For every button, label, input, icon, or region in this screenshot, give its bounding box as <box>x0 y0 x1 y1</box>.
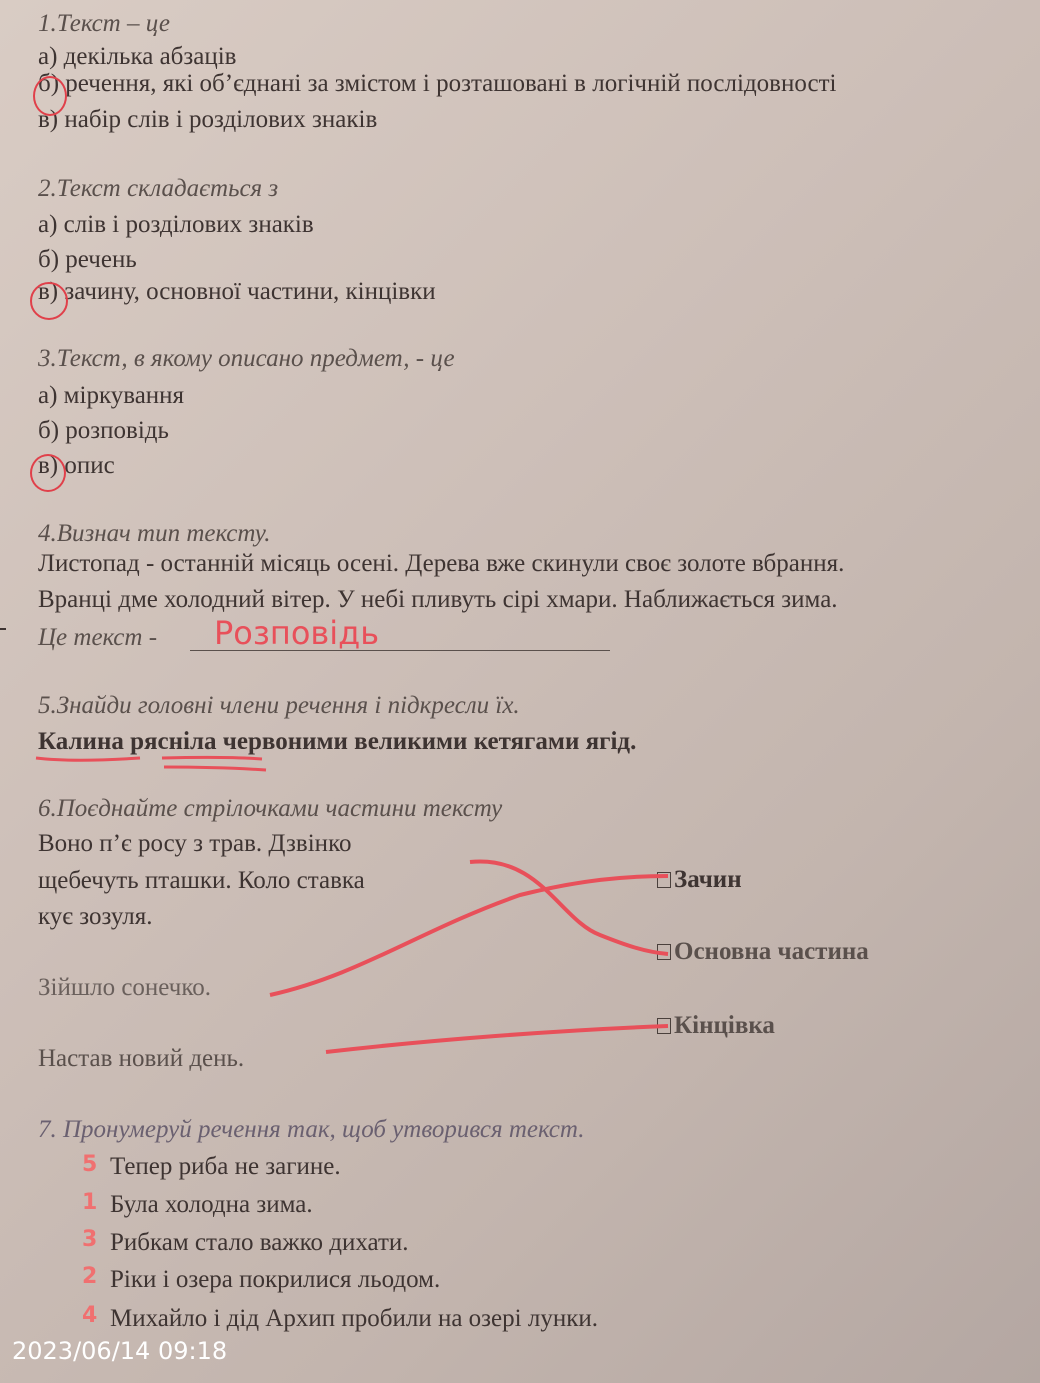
q2-title: 2.Текст складається з <box>38 175 279 202</box>
q7-num-1: 5 <box>82 1152 98 1177</box>
q6-title: 6.Поєднайте стрілочками частини тексту <box>38 795 503 822</box>
q7-num-2: 1 <box>82 1190 98 1215</box>
q7-title: 7. Пронумеруй речення так, щоб утворився текст. <box>38 1116 585 1143</box>
q5-predicate-underline-bottom <box>164 767 266 770</box>
q5-subject-underline <box>36 758 140 760</box>
q6-right-intro: Зачин <box>657 866 742 894</box>
q6-link-intro <box>270 876 668 995</box>
photo-timestamp: 2023/06/14 09:18 <box>12 1337 228 1365</box>
q5-predicate-underline-top <box>162 757 262 759</box>
q7-num-3: 3 <box>82 1227 98 1252</box>
q1-option-b: б) речення, які об’єднані за змістом і розташовані в логічній послідовності <box>38 70 837 97</box>
q6-left-line-3: кує зозуля. <box>38 903 153 930</box>
q1-title: 1.Текст – це <box>38 10 170 37</box>
q6-left-line-2: щебечуть пташки. Коло ставка <box>38 867 365 894</box>
q7-num-4: 2 <box>82 1264 98 1289</box>
q7-item-4: Ріки і озера покрилися льодом. <box>110 1266 441 1293</box>
q3-option-a: а) міркування <box>38 382 185 409</box>
q6-left-line-1: Воно п’є росу з трав. Дзвінко <box>38 830 352 857</box>
q7-item-1: Тепер риба не загине. <box>110 1153 341 1180</box>
q2-option-b: б) речень <box>38 246 137 273</box>
q4-title: 4.Визнач тип тексту. <box>38 520 271 547</box>
q5-predicate: рясніла <box>130 728 217 755</box>
q3-option-b: б) розповідь <box>38 417 169 444</box>
q3-option-c: в) опис <box>38 452 115 479</box>
q4-prompt: Це текст - <box>38 624 158 651</box>
q2-option-a: а) слів і розділових знаків <box>38 211 314 238</box>
q6-left-line-5: Настав новий день. <box>38 1045 245 1072</box>
q4-answer: Розповідь <box>214 614 380 652</box>
q7-item-2: Була холодна зима. <box>110 1191 313 1218</box>
q3-title: 3.Текст, в якому описано предмет, - це <box>38 345 455 372</box>
q2-option-c: в) зачину, основної частини, кінцівки <box>38 278 436 305</box>
q5-rest: червоними великими кетягами ягід. <box>222 728 637 755</box>
q5-title: 5.Знайди головні члени речення і підкресли їх. <box>38 692 520 719</box>
q7-num-5: 4 <box>82 1303 98 1328</box>
q6-right-main: Основна частина <box>657 938 869 966</box>
q7-item-5: Михайло і дід Архип пробили на озері лунки. <box>110 1305 598 1332</box>
q6-left-line-4: Зійшло сонечко. <box>38 974 211 1001</box>
q5-subject: Калина <box>38 728 124 755</box>
q6-link-ending <box>326 1026 668 1052</box>
q1-option-c: в) набір слів і розділових знаків <box>38 106 378 133</box>
q1-option-a: а) декілька абзаців <box>38 43 237 70</box>
q4-text-line-2: Вранці дме холодний вітер. У небі пливуть сірі хмари. Наближається зима. <box>38 586 838 613</box>
q6-right-ending: Кінцівка <box>657 1012 775 1040</box>
q4-text-line-1: Листопад - останній місяць осені. Дерева вже скинули своє золоте вбрання. <box>38 550 845 577</box>
q7-item-3: Рибкам стало важко дихати. <box>110 1229 409 1256</box>
